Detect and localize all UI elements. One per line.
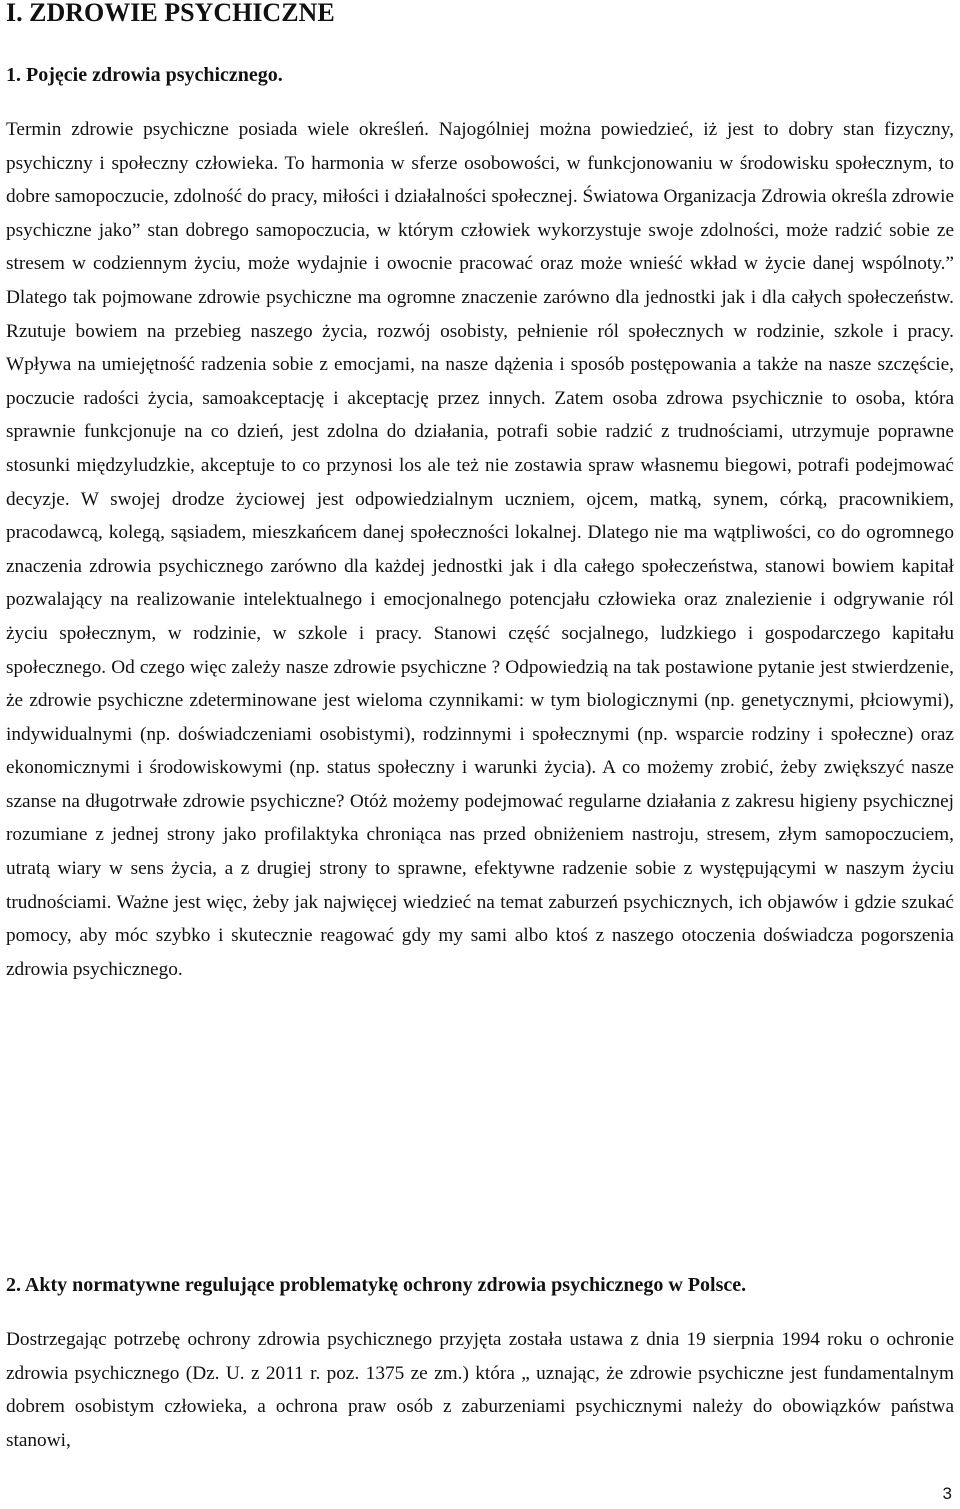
document-title: I. ZDROWIE PSYCHICZNE: [6, 0, 335, 27]
section-1-paragraph: Termin zdrowie psychiczne posiada wiele określeń. Najogólniej można powiedzieć, iż jest to dobry stan fizyczny, psychiczny i społeczny człowieka. To harmonia w sferze osobowości, w funkcjonowaniu w środowisku społecznym, to dobre samopoczucie, zdolność do pracy, miłości i działalności społecznej. Światowa Organizacja Zdrowia określa zdrowie psychiczne jako” stan dobrego samopoczucia, w którym człowiek wykorzystuje swoje zdolności, może radzić sobie ze stresem w codziennym życiu, może wydajnie i owocnie pracować oraz może wnieść wkład w życie danej wspólnoty.” Dlatego tak pojmowane zdrowie psychiczne ma ogromne znaczenie zarówno dla jednostki jak i dla całych społeczeństw. Rzutuje bowiem na przebieg naszego życia, rozwój osobisty, pełnienie ról społecznych w rodzinie, szkole i pracy. Wpływa na umiejętność radzenia sobie z emocjami, na nasze dążenia i sposób postępowania a także na nasze szczęście, poczucie radości życia, samoakceptację i akceptację przez innych. Zatem osoba zdrowa psychicznie to osoba, która sprawnie funkcjonuje na co dzień, jest zdolna do działania, potrafi sobie radzić z trudnościami, utrzymuje poprawne stosunki międzyludzkie, akceptuje to co przynosi los ale też nie zostawia spraw własnemu biegowi, potrafi podejmować decyzje. W swojej drodze życiowej jest odpowiedzialnym uczniem, ojcem, matką, synem, córką, pracownikiem, pracodawcą, kolegą, sąsiadem, mieszkańcem danej społeczności lokalnej. Dlatego nie ma wątpliwości, co do ogromnego znaczenia zdrowia psychicznego zarówno dla każdej jednostki jak i dla całego społeczeństwa, stanowi bowiem kapitał pozwalający na realizowanie intelektualnego i emocjonalnego potencjału człowieka oraz znalezienie i odgrywanie ról życiu społecznym, w rodzinie, w szkole i pracy. Stanowi część socjalnego, ludzkiego i gospodarczego kapitału społecznego. Od czego więc zależy nasze zdrowie psychiczne ? Odpowiedzią na tak postawione pytanie jest stwierdzenie, że zdrowie psychiczne zdeterminowane jest wieloma czynnikami: w tym biologicznymi (np. genetycznymi, płciowymi), indywidualnymi (np. doświadczeniami osobistymi), rodzinnymi i społecznymi (np. wsparcie rodziny i społeczne) oraz ekonomicznymi i środowiskowymi (np. status społeczny i warunki życia). A co możemy zrobić, żeby zwiększyć nasze szanse na długotrwałe zdrowie psychiczne? Otóż możemy podejmować regularne działania z zakresu higieny psychicznej rozumiane z jednej strony jako profilaktyka chroniąca nas przed obniżeniem nastroju, stresem, złym samopoczuciem, utratą wiary w sens życia, a z drugiej strony to sprawne, efektywne radzenie sobie z występującymi w naszym życiu trudnościami. Ważne jest więc, żeby jak najwięcej wiedzieć na temat zaburzeń psychicznych, ich objawów i gdzie szukać pomocy, aby móc szybko i skutecznie reagować gdy my sami albo ktoś z naszego otoczenia doświadcza pogorszenia zdrowia psychicznego.: [6, 119, 954, 980]
section-2-heading: 2. Akty normatywne regulujące problematykę ochrony zdrowia psychicznego w Polsce.: [6, 1274, 747, 1296]
section-2-paragraph: Dostrzegając potrzebę ochrony zdrowia psychicznego przyjęta została ustawa z dnia 19 sierpnia 1994 roku o ochronie zdrowia psychicznego (Dz. U. z 2011 r. poz. 1375 ze zm.) która „ uznając, że zdrowie psychiczne jest fundamentalnym dobrem osobistym człowieka, a ochrona praw osób z zaburzeniami psychicznymi należy do obowiązków państwa stanowi,: [6, 1329, 954, 1451]
section-1-heading: 1. Pojęcie zdrowia psychicznego.: [6, 64, 283, 86]
page-number: 3: [942, 1484, 952, 1503]
